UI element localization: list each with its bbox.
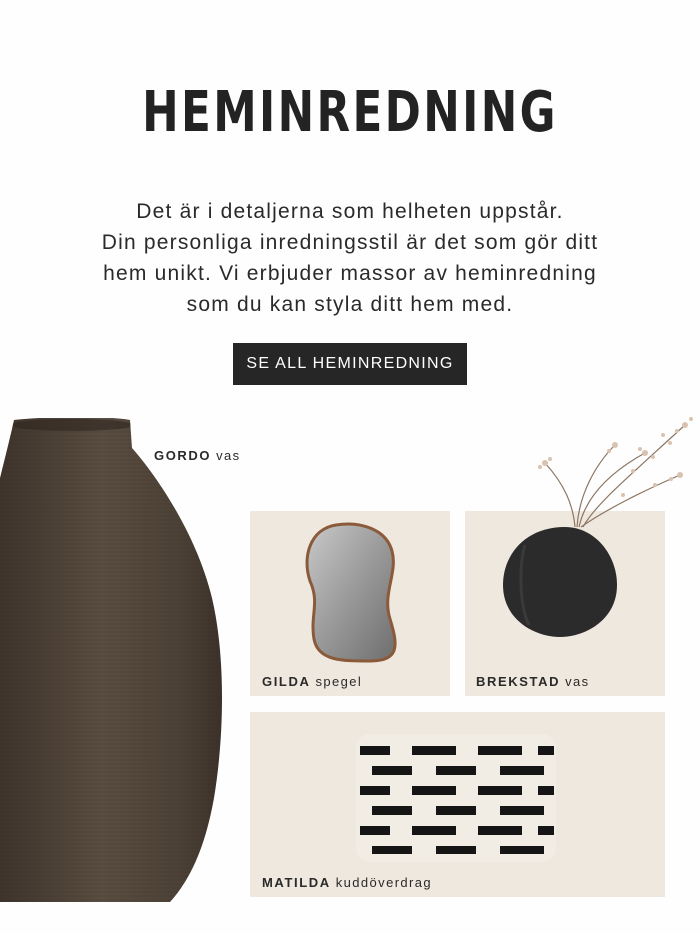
mirror-image [250, 511, 450, 696]
intro-line: som du kan styla ditt hem med. [186, 293, 514, 316]
intro-text [60, 196, 640, 320]
see-all-home-decor-button[interactable]: SE ALL HEMINREDNING [233, 343, 467, 385]
page-title: HEMINREDNING [142, 80, 558, 145]
brekstad-vase-image [495, 405, 700, 645]
product-type: vas [565, 674, 590, 689]
gordo-label[interactable] [154, 448, 241, 463]
matilda-card[interactable] [250, 712, 665, 897]
brekstad-label [476, 674, 590, 689]
product-type: vas [216, 448, 241, 463]
cushion-image [350, 724, 570, 864]
gilda-card[interactable] [250, 511, 450, 696]
intro-line: Det är i detaljerna som helheten uppstår. [136, 200, 564, 223]
product-name: GORDO [154, 448, 212, 463]
product-name: GILDA [262, 674, 311, 689]
intro-line: Din personliga inredningsstil är det som gör ditt [101, 231, 599, 254]
gilda-label [262, 674, 362, 689]
intro-line: hem unikt. Vi erbjuder massor av heminredning [103, 262, 597, 285]
gordo-vase-graphic [0, 418, 226, 903]
product-type: kuddöverdrag [335, 875, 433, 890]
product-type: spegel [315, 674, 363, 689]
product-name: BREKSTAD [476, 674, 561, 689]
gordo-vase-image[interactable] [0, 418, 226, 903]
matilda-label [262, 875, 432, 890]
product-name: MATILDA [262, 875, 331, 890]
